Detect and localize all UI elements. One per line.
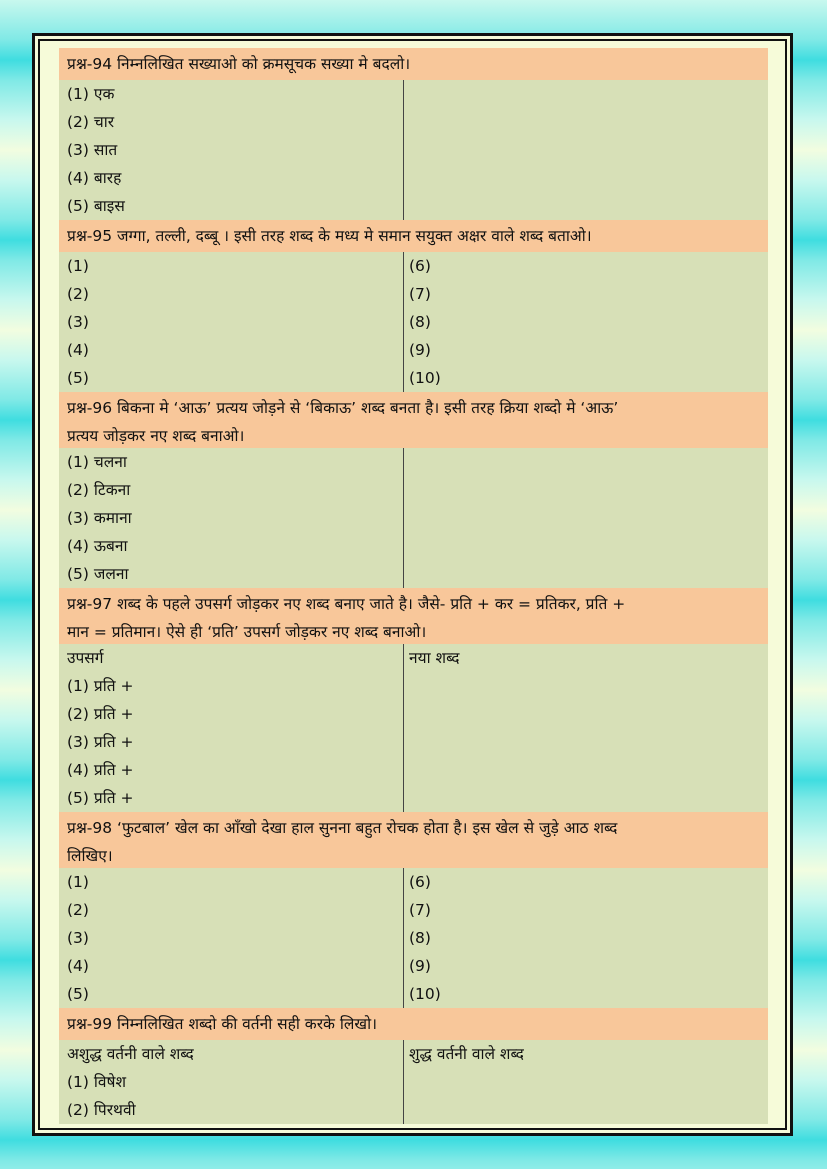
table-row: [59, 868, 768, 896]
right-cell: [403, 672, 768, 700]
left-cell: (1) विषेश: [67, 1073, 127, 1091]
left-cell: (3): [67, 929, 89, 947]
right-cell: [403, 784, 768, 812]
answer-table-94: [59, 80, 768, 220]
right-cell: [403, 476, 768, 504]
left-cell: (5): [67, 985, 89, 1003]
right-cell: [403, 1096, 768, 1124]
table-row: [59, 700, 768, 728]
table-row: [59, 784, 768, 812]
right-cell: [403, 756, 768, 784]
table-row: [59, 80, 768, 108]
table-row: [59, 448, 768, 476]
answer-table-96: [59, 448, 768, 588]
question-99: प्रश्न-99 निम्नलिखित शब्दो की वर्तनी सही करके लिखो।: [59, 1008, 768, 1040]
left-cell: (5): [67, 369, 89, 387]
table-row: [59, 1096, 768, 1124]
table-row: [59, 504, 768, 532]
left-cell: (2) टिकना: [67, 481, 131, 499]
left-cell: (3) प्रति +: [67, 733, 134, 751]
question-line: लिखिए।: [67, 847, 113, 865]
table-row: [59, 672, 768, 700]
question-line: प्रश्न-97 शब्द के पहले उपसर्ग जोड़कर नए शब्द बनाए जाते है। जैसे- प्रति + कर = प्रतिकर, प्रति +: [67, 595, 626, 613]
right-cell: [403, 80, 768, 108]
table-row: [59, 164, 768, 192]
left-cell: (1) चलना: [67, 453, 127, 471]
worksheet: [59, 48, 768, 1124]
right-cell: [403, 728, 768, 756]
table-row: [59, 476, 768, 504]
left-cell: (3) सात: [67, 141, 118, 159]
question-94: प्रश्न-94 निम्नलिखित सख्याओ को क्रमसूचक सख्या मे बदलो।: [59, 48, 768, 80]
column-header: उपसर्ग: [67, 649, 104, 667]
right-cell: (8): [409, 929, 431, 947]
left-cell: (2): [67, 901, 89, 919]
question-97: [59, 588, 768, 644]
right-cell: [403, 700, 768, 728]
left-cell: (2) पिरथवी: [67, 1101, 136, 1119]
table-row: [59, 108, 768, 136]
table-row: [59, 532, 768, 560]
question-98: [59, 812, 768, 868]
table-row: [59, 252, 768, 280]
question-line: प्रश्न-98 ‘फुटबाल’ खेल का आँखो देखा हाल सुनना बहुत रोचक होता है। इस खेल से जुड़े आठ शब्द: [67, 819, 618, 837]
left-cell: (5) प्रति +: [67, 789, 134, 807]
left-cell: (1): [67, 257, 89, 275]
column-header: शुद्ध वर्तनी वाले शब्द: [409, 1045, 524, 1063]
answer-table-98: [59, 868, 768, 1008]
left-cell: (2) चार: [67, 113, 115, 131]
right-cell: [403, 1068, 768, 1096]
table-row: [59, 136, 768, 164]
left-cell: (4): [67, 957, 89, 975]
right-cell: [403, 192, 768, 220]
table-header-row: [59, 1040, 768, 1068]
right-cell: (6): [409, 257, 431, 275]
table-row: [59, 364, 768, 392]
right-cell: (6): [409, 873, 431, 891]
left-cell: (5) बाइस: [67, 197, 125, 215]
left-cell: (3) कमाना: [67, 509, 132, 527]
answer-table-97: [59, 644, 768, 812]
left-cell: (4): [67, 341, 89, 359]
right-cell: [403, 504, 768, 532]
right-cell: (9): [409, 957, 431, 975]
right-cell: (7): [409, 901, 431, 919]
left-cell: (4) प्रति +: [67, 761, 134, 779]
column-header: अशुद्ध वर्तनी वाले शब्द: [67, 1045, 194, 1063]
table-row: [59, 192, 768, 220]
right-cell: [403, 448, 768, 476]
question-line: प्रत्यय जोड़कर नए शब्द बनाओ।: [67, 427, 245, 445]
answer-table-99: [59, 1040, 768, 1124]
table-row: [59, 756, 768, 784]
left-cell: (1) एक: [67, 85, 115, 103]
right-cell: [403, 136, 768, 164]
question-line: मान = प्रतिमान। ऐसे ही ‘प्रति’ उपसर्ग जोड़कर नए शब्द बनाओ।: [67, 623, 427, 641]
right-cell: (8): [409, 313, 431, 331]
answer-table-95: [59, 252, 768, 392]
right-cell: [403, 532, 768, 560]
left-cell: (1): [67, 873, 89, 891]
table-row: [59, 980, 768, 1008]
right-cell: (9): [409, 341, 431, 359]
table-row: [59, 308, 768, 336]
question-line: प्रश्न-96 बिकना मे ‘आऊ’ प्रत्यय जोड़ने से ‘बिकाऊ’ शब्द बनता है। इसी तरह क्रिया शब्दो मे ‘आऊ’: [67, 399, 619, 417]
right-cell: (10): [409, 369, 441, 387]
right-cell: [403, 108, 768, 136]
right-cell: [403, 560, 768, 588]
column-header: नया शब्द: [409, 649, 460, 667]
question-95: प्रश्न-95 जग्गा, तल्ली, दब्बू । इसी तरह शब्द के मध्य मे समान सयुक्त अक्षर वाले शब्द बताओ।: [59, 220, 768, 252]
table-row: [59, 896, 768, 924]
table-row: [59, 728, 768, 756]
left-cell: (5) जलना: [67, 565, 129, 583]
question-96: [59, 392, 768, 448]
table-row: [59, 560, 768, 588]
right-cell: [403, 164, 768, 192]
left-cell: (1) प्रति +: [67, 677, 134, 695]
left-cell: (2): [67, 285, 89, 303]
right-cell: (7): [409, 285, 431, 303]
table-row: [59, 952, 768, 980]
table-row: [59, 336, 768, 364]
left-cell: (3): [67, 313, 89, 331]
table-header-row: [59, 644, 768, 672]
table-row: [59, 280, 768, 308]
left-cell: (2) प्रति +: [67, 705, 134, 723]
table-row: [59, 924, 768, 952]
right-cell: (10): [409, 985, 441, 1003]
left-cell: (4) ऊबना: [67, 537, 128, 555]
table-row: [59, 1068, 768, 1096]
left-cell: (4) बारह: [67, 169, 122, 187]
